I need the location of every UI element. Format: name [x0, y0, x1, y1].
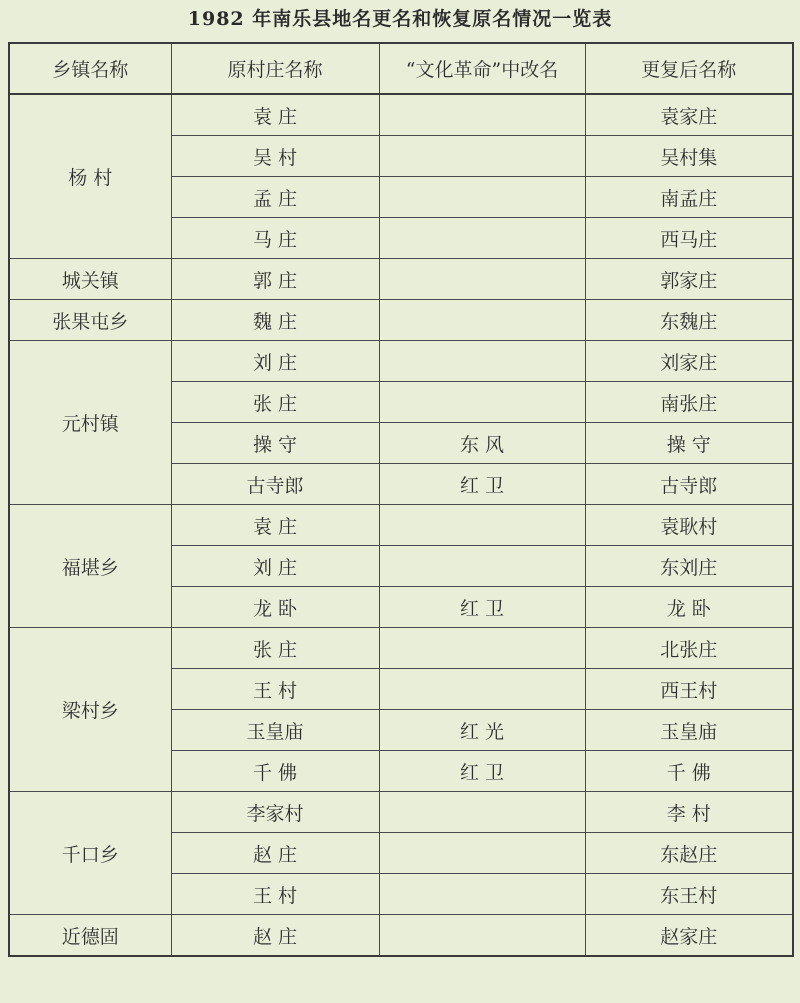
restored-name-cell: 袁家庄	[585, 94, 793, 136]
table-row	[9, 341, 793, 382]
original-name-cell: 张 庄	[171, 628, 379, 669]
original-name-cell: 玉皇庙	[171, 710, 379, 751]
restored-name-cell: 操 守	[585, 423, 793, 464]
township-cell: 城关镇	[9, 259, 171, 300]
restored-name-cell: 东赵庄	[585, 833, 793, 874]
table-row	[9, 94, 793, 136]
restored-name-cell: 东刘庄	[585, 546, 793, 587]
renamed-cell	[379, 874, 585, 915]
table-row	[9, 259, 793, 300]
township-cell: 张果屯乡	[9, 300, 171, 341]
original-name-cell: 吴 村	[171, 136, 379, 177]
page-title: 1982 年南乐县地名更名和恢复原名情况一览表	[187, 8, 613, 30]
original-name-cell: 孟 庄	[171, 177, 379, 218]
original-name-cell: 张 庄	[171, 382, 379, 423]
restored-name-cell: 袁耿村	[585, 505, 793, 546]
original-name-cell: 魏 庄	[171, 300, 379, 341]
header-renamed: “文化革命”中改名	[379, 43, 585, 94]
renamed-cell	[379, 259, 585, 300]
restored-name-cell: 刘家庄	[585, 341, 793, 382]
township-cell: 梁村乡	[9, 628, 171, 792]
original-name-cell: 袁 庄	[171, 505, 379, 546]
original-name-cell: 操 守	[171, 423, 379, 464]
restored-name-cell: 郭家庄	[585, 259, 793, 300]
header-restored-name: 更复后名称	[585, 43, 793, 94]
restored-name-cell: 玉皇庙	[585, 710, 793, 751]
table-row	[9, 505, 793, 546]
township-cell: 近德固	[9, 915, 171, 957]
renamed-cell	[379, 915, 585, 957]
township-cell: 元村镇	[9, 341, 171, 505]
original-name-cell: 李家村	[171, 792, 379, 833]
table-body	[9, 94, 793, 956]
restored-name-cell: 南张庄	[585, 382, 793, 423]
restored-name-cell: 赵家庄	[585, 915, 793, 957]
original-name-cell: 王 村	[171, 669, 379, 710]
renamed-cell	[379, 546, 585, 587]
renamed-cell	[379, 341, 585, 382]
restored-name-cell: 李 村	[585, 792, 793, 833]
renamed-cell	[379, 136, 585, 177]
renamed-cell	[379, 382, 585, 423]
restored-name-cell: 古寺郎	[585, 464, 793, 505]
renamed-cell	[379, 833, 585, 874]
original-name-cell: 赵 庄	[171, 915, 379, 957]
original-name-cell: 王 村	[171, 874, 379, 915]
rename-table	[8, 42, 794, 957]
original-name-cell: 刘 庄	[171, 341, 379, 382]
original-name-cell: 千 佛	[171, 751, 379, 792]
renamed-cell	[379, 94, 585, 136]
restored-name-cell: 北张庄	[585, 628, 793, 669]
restored-name-cell: 南孟庄	[585, 177, 793, 218]
restored-name-cell: 东王村	[585, 874, 793, 915]
original-name-cell: 郭 庄	[171, 259, 379, 300]
township-cell: 杨 村	[9, 94, 171, 259]
restored-name-cell: 龙 卧	[585, 587, 793, 628]
renamed-cell: 红 卫	[379, 587, 585, 628]
renamed-cell	[379, 628, 585, 669]
header-original-name: 原村庄名称	[171, 43, 379, 94]
restored-name-cell: 东魏庄	[585, 300, 793, 341]
renamed-cell	[379, 218, 585, 259]
original-name-cell: 刘 庄	[171, 546, 379, 587]
renamed-cell: 东 风	[379, 423, 585, 464]
township-cell: 福堪乡	[9, 505, 171, 628]
township-cell: 千口乡	[9, 792, 171, 915]
original-name-cell: 赵 庄	[171, 833, 379, 874]
header-township: 乡镇名称	[9, 43, 171, 94]
renamed-cell: 红 光	[379, 710, 585, 751]
restored-name-cell: 西王村	[585, 669, 793, 710]
original-name-cell: 袁 庄	[171, 94, 379, 136]
table-row	[9, 792, 793, 833]
table-row	[9, 300, 793, 341]
restored-name-cell: 西马庄	[585, 218, 793, 259]
restored-name-cell: 千 佛	[585, 751, 793, 792]
original-name-cell: 马 庄	[171, 218, 379, 259]
original-name-cell: 龙 卧	[171, 587, 379, 628]
renamed-cell: 红 卫	[379, 464, 585, 505]
renamed-cell	[379, 792, 585, 833]
renamed-cell	[379, 669, 585, 710]
original-name-cell: 古寺郎	[171, 464, 379, 505]
renamed-cell	[379, 505, 585, 546]
restored-name-cell: 吴村集	[585, 136, 793, 177]
renamed-cell	[379, 177, 585, 218]
renamed-cell	[379, 300, 585, 341]
table-row	[9, 628, 793, 669]
header-row	[9, 43, 793, 94]
renamed-cell: 红 卫	[379, 751, 585, 792]
table-row	[9, 915, 793, 957]
